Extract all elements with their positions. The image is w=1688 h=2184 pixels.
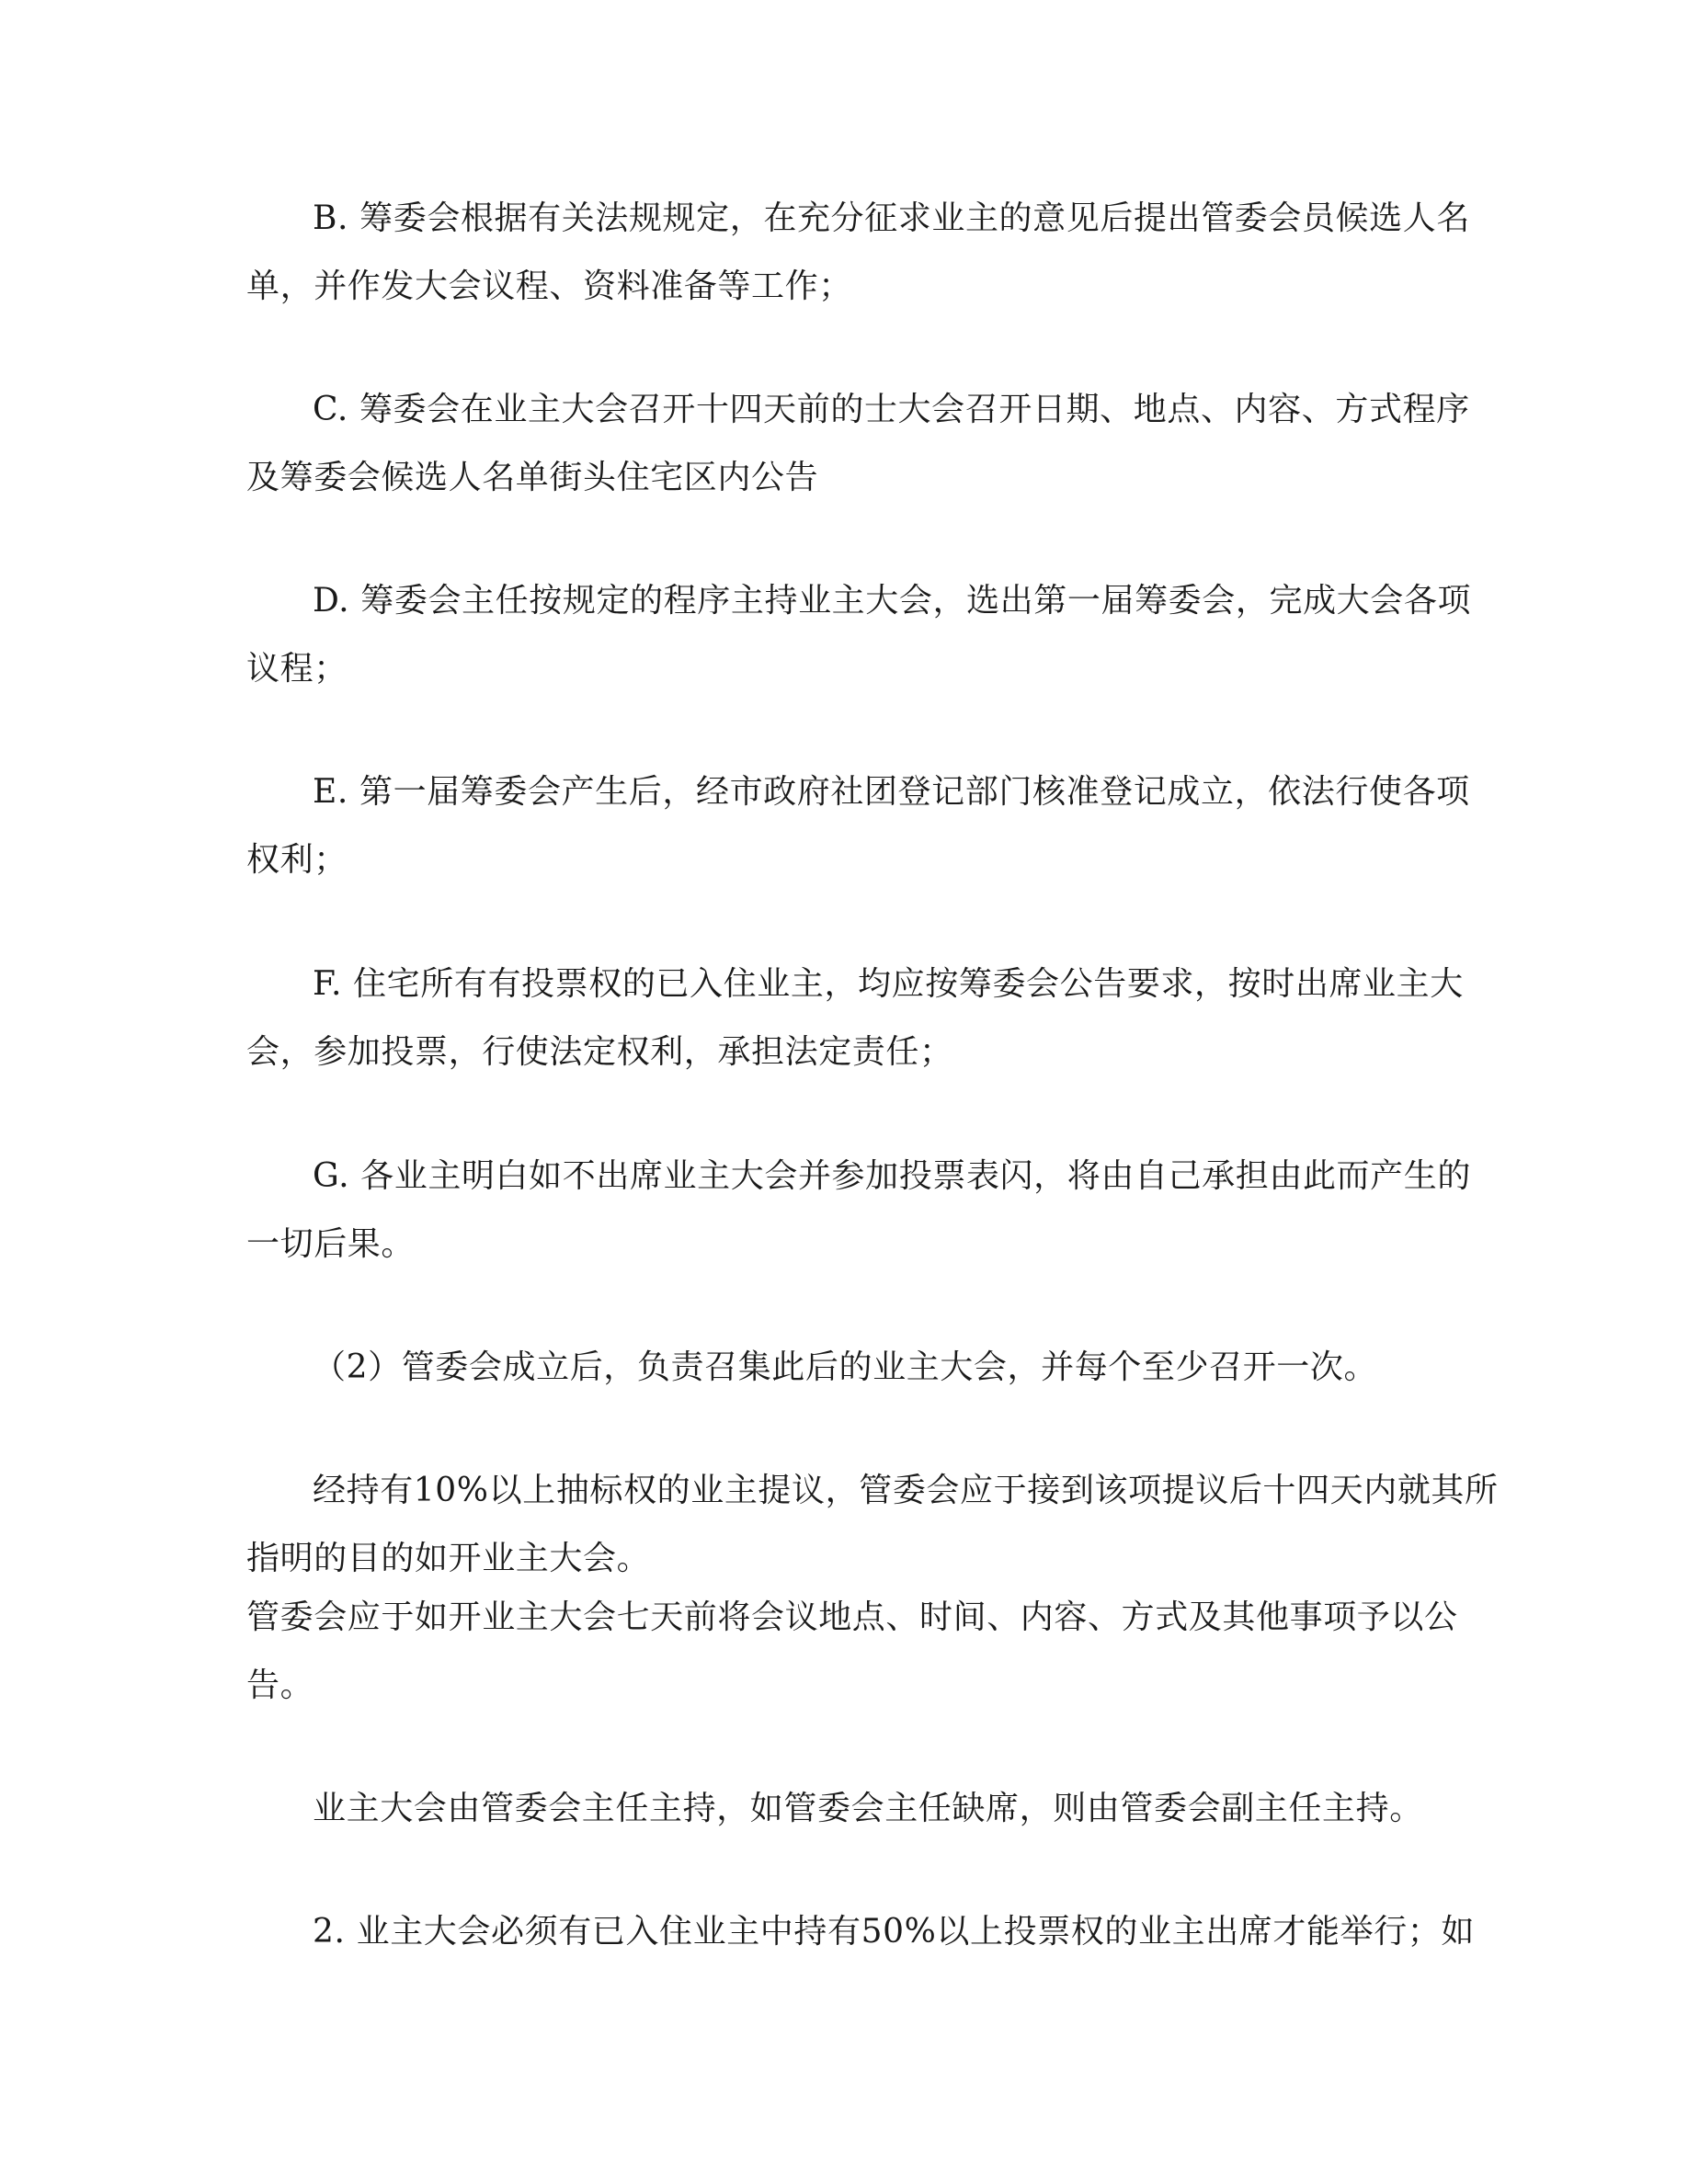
item-b-line-2: 单，并作发大会议程、资料准备等工作； [246, 267, 852, 305]
item-2-line-1: （2）管委会成立后，负责召集此后的业主大会，并每个至少召开一次。 [313, 1348, 1378, 1386]
item-d-line-2: 议程； [246, 650, 348, 688]
para-10pct-line-1: 经持有10%以上抽标权的业主提议，管委会应于接到该项提议后十四天内就其所 [313, 1472, 1499, 1509]
item-c-line-2: 及筹委会候选人名单街头住宅区内公告 [246, 459, 819, 496]
item-2-quorum-line-1: 2. 业主大会必须有已入住业主中持有50%以上投票权的业主出席才能举行；如 [313, 1913, 1476, 1951]
para-10pct-line-4: 告。 [246, 1666, 314, 1704]
item-e-line-2: 权利； [246, 841, 348, 879]
para-10pct-line-3: 管委会应于如开业主大会七天前将会议地点、时间、内容、方式及其他事项予以公 [246, 1598, 1458, 1636]
item-d-line-1: D. 筹委会主任按规定的程序主持业主大会，选出第一届筹委会，完成大会各项 [313, 582, 1472, 620]
item-f-line-2: 会，参加投票，行使法定权利，承担法定责任； [246, 1033, 953, 1071]
para-10pct-line-2: 指明的目的如开业主大会。 [246, 1540, 651, 1577]
para-chair-line-1: 业主大会由管委会主任主持，如管委会主任缺席，则由管委会副主任主持。 [313, 1790, 1423, 1827]
item-b-line-1: B. 筹委会根据有关法规规定，在充分征求业主的意见后提出管委会员候选人名 [313, 199, 1470, 237]
item-g-line-1: G. 各业主明白如不出席业主大会并参加投票表闪，将由自己承担由此而产生的 [313, 1157, 1471, 1195]
item-g-line-2: 一切后果。 [246, 1225, 416, 1263]
item-e-line-1: E. 第一届筹委会产生后，经市政府社团登记部门核准登记成立，依法行使各项 [313, 773, 1470, 811]
item-f-line-1: F. 住宅所有有投票权的已入住业主，均应按筹委会公告要求，按时出席业主大 [313, 965, 1464, 1003]
item-c-line-1: C. 筹委会在业主大会召开十四天前的士大会召开日期、地点、内容、方式程序 [313, 391, 1470, 428]
